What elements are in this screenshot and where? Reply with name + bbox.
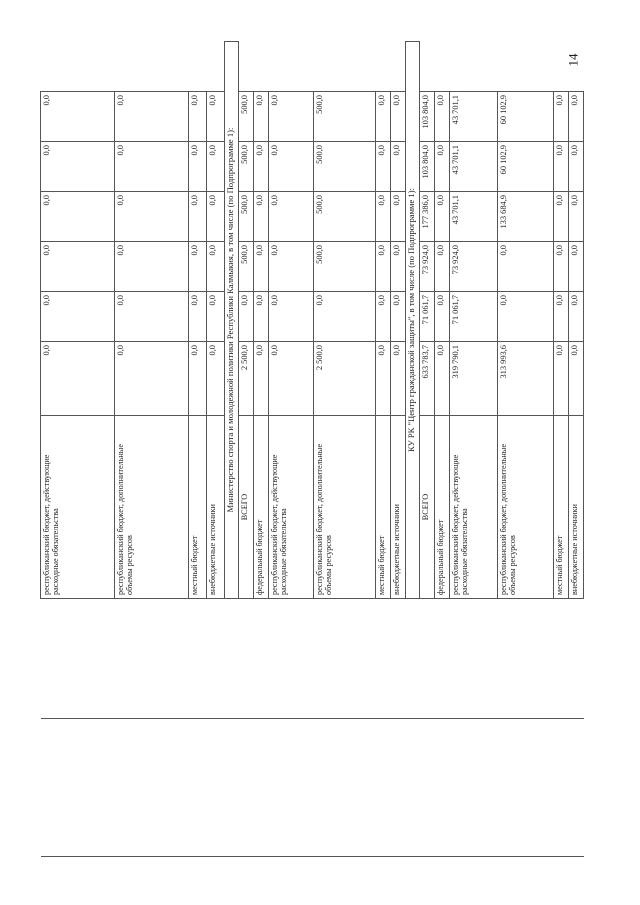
- empty-cell: [314, 599, 376, 719]
- table-row: [41, 42, 115, 857]
- amount-cell: 0,0: [189, 92, 207, 142]
- section-header-row: [225, 42, 239, 857]
- funding-source-label: ВСЕГО: [239, 416, 254, 599]
- funding-source-label: республиканский бюджет, дополнительные объемы ресурсов: [498, 416, 554, 599]
- amount-cell: 0,0: [254, 242, 269, 292]
- amount-cell: 0,0: [498, 242, 554, 292]
- empty-cell: [391, 719, 406, 857]
- amount-cell: 0,0: [115, 242, 189, 292]
- amount-cell: 0,0: [189, 192, 207, 242]
- table-row: [254, 42, 269, 857]
- empty-cell: [498, 719, 554, 857]
- empty-cell: [420, 599, 435, 719]
- amount-cell: 71 061,7: [450, 292, 498, 342]
- amount-cell: 0,0: [569, 292, 584, 342]
- amount-cell: 0,0: [115, 292, 189, 342]
- funding-source-label: республиканский бюджет, дополнительные объемы ресурсов: [314, 416, 376, 599]
- funding-source-label: федеральный бюджет: [254, 416, 269, 599]
- table-row: [207, 42, 225, 857]
- amount-cell: 0,0: [376, 292, 391, 342]
- amount-cell: 0,0: [269, 292, 314, 342]
- table-row: [314, 42, 376, 857]
- amount-cell: 73 924,0: [420, 242, 435, 292]
- amount-cell: 500,0: [314, 242, 376, 292]
- table-row: [189, 42, 207, 857]
- amount-cell: 177 386,0: [420, 192, 435, 242]
- funding-source-label: местный бюджет: [554, 416, 569, 599]
- table-row: [554, 42, 569, 857]
- empty-cell: [189, 719, 207, 857]
- amount-cell: 500,0: [314, 192, 376, 242]
- amount-cell: 0,0: [115, 192, 189, 242]
- funding-source-label: федеральный бюджет: [435, 416, 450, 599]
- amount-cell: 0,0: [269, 342, 314, 416]
- amount-cell: 500,0: [239, 192, 254, 242]
- funding-source-label: республиканский бюджет, действующие расходные обязательства: [450, 416, 498, 599]
- amount-cell: 0,0: [41, 192, 115, 242]
- table-body: [41, 42, 584, 857]
- amount-cell: 0,0: [376, 142, 391, 192]
- table-row: [239, 42, 254, 857]
- amount-cell: 0,0: [376, 342, 391, 416]
- amount-cell: 633 783,7: [420, 342, 435, 416]
- amount-cell: 0,0: [269, 142, 314, 192]
- amount-cell: 0,0: [391, 342, 406, 416]
- empty-cell: [239, 599, 254, 719]
- amount-cell: 0,0: [569, 242, 584, 292]
- empty-cell: [569, 599, 584, 719]
- amount-cell: 0,0: [41, 242, 115, 292]
- amount-cell: 500,0: [239, 92, 254, 142]
- amount-cell: 43 701,1: [450, 192, 498, 242]
- amount-cell: 2 500,0: [314, 342, 376, 416]
- empty-cell: [569, 719, 584, 857]
- amount-cell: 0,0: [269, 92, 314, 142]
- table-row: [376, 42, 391, 857]
- amount-cell: 0,0: [435, 92, 450, 142]
- amount-cell: 0,0: [254, 192, 269, 242]
- empty-cell: [498, 599, 554, 719]
- empty-cell: [406, 599, 420, 719]
- amount-cell: 0,0: [254, 292, 269, 342]
- funding-source-label: внебюджетные источники: [391, 416, 406, 599]
- amount-cell: 0,0: [207, 92, 225, 142]
- amount-cell: 0,0: [254, 342, 269, 416]
- amount-cell: 0,0: [554, 192, 569, 242]
- amount-cell: 0,0: [269, 192, 314, 242]
- amount-cell: 0,0: [554, 342, 569, 416]
- amount-cell: 0,0: [239, 292, 254, 342]
- amount-cell: 43 701,1: [450, 142, 498, 192]
- table-row: [115, 42, 189, 857]
- amount-cell: 0,0: [435, 142, 450, 192]
- amount-cell: 0,0: [554, 142, 569, 192]
- amount-cell: 0,0: [435, 292, 450, 342]
- amount-cell: 0,0: [391, 192, 406, 242]
- empty-cell: [207, 719, 225, 857]
- amount-cell: 0,0: [254, 92, 269, 142]
- amount-cell: 0,0: [376, 92, 391, 142]
- empty-cell: [435, 719, 450, 857]
- amount-cell: 0,0: [569, 92, 584, 142]
- empty-cell: [314, 719, 376, 857]
- funding-source-label: республиканский бюджет, действующие расходные обязательства: [269, 416, 314, 599]
- amount-cell: 0,0: [254, 142, 269, 192]
- table-row: [569, 42, 584, 857]
- section-header: КУ РК "Центр гражданской защиты", в том числе (по Подпрограмме 1):: [406, 42, 420, 599]
- funding-source-label: ВСЕГО: [420, 416, 435, 599]
- section-header-row: [406, 42, 420, 857]
- amount-cell: 0,0: [376, 242, 391, 292]
- amount-cell: 73 924,0: [450, 242, 498, 292]
- empty-cell: [554, 719, 569, 857]
- amount-cell: 500,0: [314, 142, 376, 192]
- amount-cell: 0,0: [189, 342, 207, 416]
- amount-cell: 0,0: [41, 292, 115, 342]
- empty-cell: [254, 599, 269, 719]
- amount-cell: 0,0: [554, 242, 569, 292]
- budget-table: [40, 41, 584, 857]
- amount-cell: 0,0: [391, 242, 406, 292]
- amount-cell: 0,0: [189, 142, 207, 192]
- empty-cell: [207, 599, 225, 719]
- amount-cell: 0,0: [207, 292, 225, 342]
- amount-cell: 0,0: [207, 142, 225, 192]
- table-row: [450, 42, 498, 857]
- amount-cell: 0,0: [391, 92, 406, 142]
- amount-cell: 60 102,9: [498, 142, 554, 192]
- amount-cell: 0,0: [391, 292, 406, 342]
- funding-source-label: местный бюджет: [189, 416, 207, 599]
- amount-cell: 0,0: [115, 92, 189, 142]
- empty-cell: [225, 599, 239, 719]
- page-number: 14: [565, 53, 581, 67]
- amount-cell: 43 701,1: [450, 92, 498, 142]
- amount-cell: 71 061,7: [420, 292, 435, 342]
- amount-cell: 0,0: [435, 342, 450, 416]
- section-header: Министерство спорта и молодежной политики Республики Калмыкия, в том числе (по Подпрограмме 1):: [225, 42, 239, 599]
- empty-cell: [225, 719, 239, 857]
- empty-cell: [41, 719, 115, 857]
- empty-cell: [450, 719, 498, 857]
- funding-source-label: внебюджетные источники: [207, 416, 225, 599]
- funding-source-label: республиканский бюджет, дополнительные объемы ресурсов: [115, 416, 189, 599]
- amount-cell: 313 993,6: [498, 342, 554, 416]
- amount-cell: 60 102,9: [498, 92, 554, 142]
- empty-cell: [189, 599, 207, 719]
- amount-cell: 0,0: [498, 292, 554, 342]
- empty-cell: [239, 719, 254, 857]
- funding-source-label: местный бюджет: [376, 416, 391, 599]
- empty-cell: [376, 599, 391, 719]
- amount-cell: 0,0: [41, 342, 115, 416]
- table-row: [420, 42, 435, 857]
- table-row: [435, 42, 450, 857]
- amount-cell: 0,0: [569, 342, 584, 416]
- amount-cell: 2 500,0: [239, 342, 254, 416]
- amount-cell: 500,0: [239, 142, 254, 192]
- amount-cell: 0,0: [207, 192, 225, 242]
- amount-cell: 500,0: [314, 92, 376, 142]
- amount-cell: 0,0: [314, 292, 376, 342]
- table-row: [269, 42, 314, 857]
- amount-cell: 0,0: [554, 292, 569, 342]
- empty-cell: [41, 599, 115, 719]
- table-row: [391, 42, 406, 857]
- empty-cell: [254, 719, 269, 857]
- amount-cell: 103 804,0: [420, 92, 435, 142]
- amount-cell: 0,0: [569, 142, 584, 192]
- empty-cell: [554, 599, 569, 719]
- empty-cell: [420, 719, 435, 857]
- amount-cell: 0,0: [115, 142, 189, 192]
- amount-cell: 0,0: [207, 242, 225, 292]
- amount-cell: 0,0: [189, 242, 207, 292]
- amount-cell: 0,0: [376, 192, 391, 242]
- amount-cell: 103 804,0: [420, 142, 435, 192]
- empty-cell: [269, 719, 314, 857]
- amount-cell: 500,0: [239, 242, 254, 292]
- empty-cell: [115, 719, 189, 857]
- empty-cell: [391, 599, 406, 719]
- amount-cell: 0,0: [554, 92, 569, 142]
- table-row: [498, 42, 554, 857]
- amount-cell: 0,0: [189, 292, 207, 342]
- amount-cell: 0,0: [391, 142, 406, 192]
- amount-cell: 0,0: [41, 92, 115, 142]
- amount-cell: 0,0: [41, 142, 115, 192]
- amount-cell: 133 684,9: [498, 192, 554, 242]
- funding-source-label: республиканский бюджет, действующие расходные обязательства: [41, 416, 115, 599]
- amount-cell: 0,0: [435, 242, 450, 292]
- amount-cell: 319 790,1: [450, 342, 498, 416]
- funding-source-label: внебюджетные источники: [569, 416, 584, 599]
- empty-cell: [406, 719, 420, 857]
- amount-cell: 0,0: [569, 192, 584, 242]
- empty-cell: [376, 719, 391, 857]
- amount-cell: 0,0: [435, 192, 450, 242]
- empty-cell: [450, 599, 498, 719]
- amount-cell: 0,0: [207, 342, 225, 416]
- amount-cell: 0,0: [115, 342, 189, 416]
- empty-cell: [115, 599, 189, 719]
- amount-cell: 0,0: [269, 242, 314, 292]
- empty-cell: [435, 599, 450, 719]
- empty-cell: [269, 599, 314, 719]
- rotated-table-wrapper: [40, 42, 579, 857]
